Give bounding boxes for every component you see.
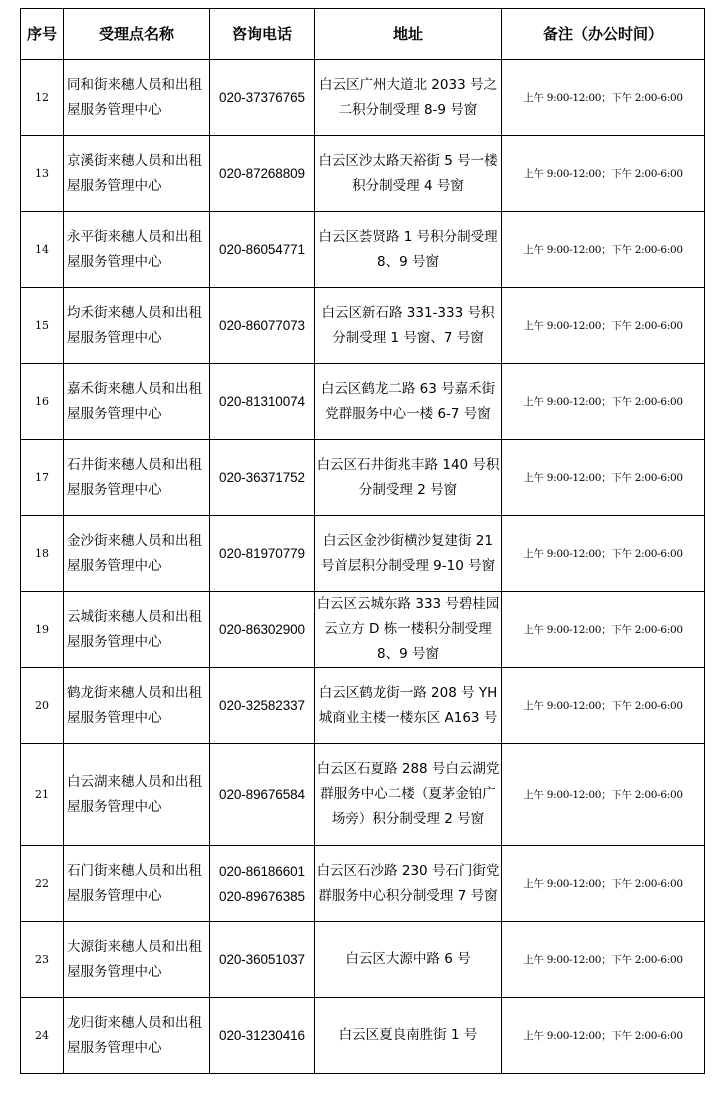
note-cell: 上午 9:00-12:00；下午 2:00-6:00 [502,744,705,846]
phone-cell: 020-81970779 [210,516,315,592]
table-row [21,744,705,846]
header-seq: 序号 [21,9,64,60]
note-cell: 上午 9:00-12:00；下午 2:00-6:00 [502,668,705,744]
table-row [21,516,705,592]
seq-cell: 18 [21,516,64,592]
note-cell: 上午 9:00-12:00；下午 2:00-6:00 [502,364,705,440]
header-address: 地址 [315,9,502,60]
name-cell: 石井街来穗人员和出租屋服务管理中心 [64,440,210,516]
phone-cell: 020-87268809 [210,136,315,212]
name-cell: 同和街来穗人员和出租屋服务管理中心 [64,60,210,136]
table-row [21,212,705,288]
name-cell: 鹤龙街来穗人员和出租屋服务管理中心 [64,668,210,744]
note-cell: 上午 9:00-12:00；下午 2:00-6:00 [502,60,705,136]
header-phone: 咨询电话 [210,9,315,60]
address-cell: 白云区鹤龙街一路 208 号 YH 城商业主楼一楼东区 A163 号 [315,668,502,744]
address-cell: 白云区云城东路 333 号碧桂园云立方 D 栋一楼积分制受理 8、9 号窗 [315,592,502,668]
seq-cell: 23 [21,922,64,998]
table-row [21,922,705,998]
seq-cell: 17 [21,440,64,516]
note-cell: 上午 9:00-12:00；下午 2:00-6:00 [502,516,705,592]
address-cell: 白云区夏良南胜街 1 号 [315,998,502,1074]
note-cell: 上午 9:00-12:00；下午 2:00-6:00 [502,592,705,668]
table-row [21,846,705,922]
phone-cell: 020-37376765 [210,60,315,136]
name-cell: 白云湖来穗人员和出租屋服务管理中心 [64,744,210,846]
name-cell: 龙归街来穗人员和出租屋服务管理中心 [64,998,210,1074]
address-cell: 白云区石夏路 288 号白云湖党群服务中心二楼（夏茅金铂广场旁）积分制受理 2 号窗 [315,744,502,846]
address-cell: 白云区大源中路 6 号 [315,922,502,998]
address-cell: 白云区石沙路 230 号石门街党群服务中心积分制受理 7 号窗 [315,846,502,922]
header-note: 备注（办公时间） [502,9,705,60]
seq-cell: 15 [21,288,64,364]
phone-cell: 020-86054771 [210,212,315,288]
seq-cell: 20 [21,668,64,744]
table-header-row [21,9,705,60]
seq-cell: 12 [21,60,64,136]
phone-cell: 020-86077073 [210,288,315,364]
seq-cell: 16 [21,364,64,440]
seq-cell: 14 [21,212,64,288]
name-cell: 石门街来穗人员和出租屋服务管理中心 [64,846,210,922]
seq-cell: 13 [21,136,64,212]
seq-cell: 24 [21,998,64,1074]
table-row [21,60,705,136]
note-cell: 上午 9:00-12:00；下午 2:00-6:00 [502,846,705,922]
address-cell: 白云区广州大道北 2033 号之二积分制受理 8-9 号窗 [315,60,502,136]
note-cell: 上午 9:00-12:00；下午 2:00-6:00 [502,136,705,212]
phone-line: 020-86186601 [219,863,305,879]
name-cell: 云城街来穗人员和出租屋服务管理中心 [64,592,210,668]
phone-cell: 020-36371752 [210,440,315,516]
address-cell: 白云区石井街兆丰路 140 号积分制受理 2 号窗 [315,440,502,516]
phone-cell: 020-89676584 [210,744,315,846]
phone-cell [210,846,315,922]
note-cell: 上午 9:00-12:00；下午 2:00-6:00 [502,440,705,516]
note-cell: 上午 9:00-12:00；下午 2:00-6:00 [502,922,705,998]
phone-cell: 020-31230416 [210,998,315,1074]
name-cell: 京溪街来穗人员和出租屋服务管理中心 [64,136,210,212]
address-cell: 白云区荟贤路 1 号积分制受理 8、9 号窗 [315,212,502,288]
note-cell: 上午 9:00-12:00；下午 2:00-6:00 [502,212,705,288]
seq-cell: 19 [21,592,64,668]
address-cell: 白云区金沙街横沙复建街 21 号首层积分制受理 9-10 号窗 [315,516,502,592]
name-cell: 永平街来穗人员和出租屋服务管理中心 [64,212,210,288]
phone-cell: 020-81310074 [210,364,315,440]
name-cell: 均禾街来穗人员和出租屋服务管理中心 [64,288,210,364]
seq-cell: 21 [21,744,64,846]
service-points-table [20,8,705,1074]
note-cell: 上午 9:00-12:00；下午 2:00-6:00 [502,288,705,364]
address-cell: 白云区鹤龙二路 63 号嘉禾街党群服务中心一楼 6-7 号窗 [315,364,502,440]
table-row [21,668,705,744]
phone-line: 020-89676385 [219,888,305,904]
table-row [21,592,705,668]
address-cell: 白云区沙太路天裕街 5 号一楼积分制受理 4 号窗 [315,136,502,212]
table-row [21,998,705,1074]
address-cell: 白云区新石路 331-333 号积分制受理 1 号窗、7 号窗 [315,288,502,364]
table-row [21,288,705,364]
name-cell: 大源街来穗人员和出租屋服务管理中心 [64,922,210,998]
name-cell: 金沙街来穗人员和出租屋服务管理中心 [64,516,210,592]
table-row [21,440,705,516]
note-cell: 上午 9:00-12:00；下午 2:00-6:00 [502,998,705,1074]
phone-cell: 020-32582337 [210,668,315,744]
table-row [21,136,705,212]
table-row [21,364,705,440]
name-cell: 嘉禾街来穗人员和出租屋服务管理中心 [64,364,210,440]
seq-cell: 22 [21,846,64,922]
header-name: 受理点名称 [64,9,210,60]
phone-cell: 020-36051037 [210,922,315,998]
phone-cell: 020-86302900 [210,592,315,668]
